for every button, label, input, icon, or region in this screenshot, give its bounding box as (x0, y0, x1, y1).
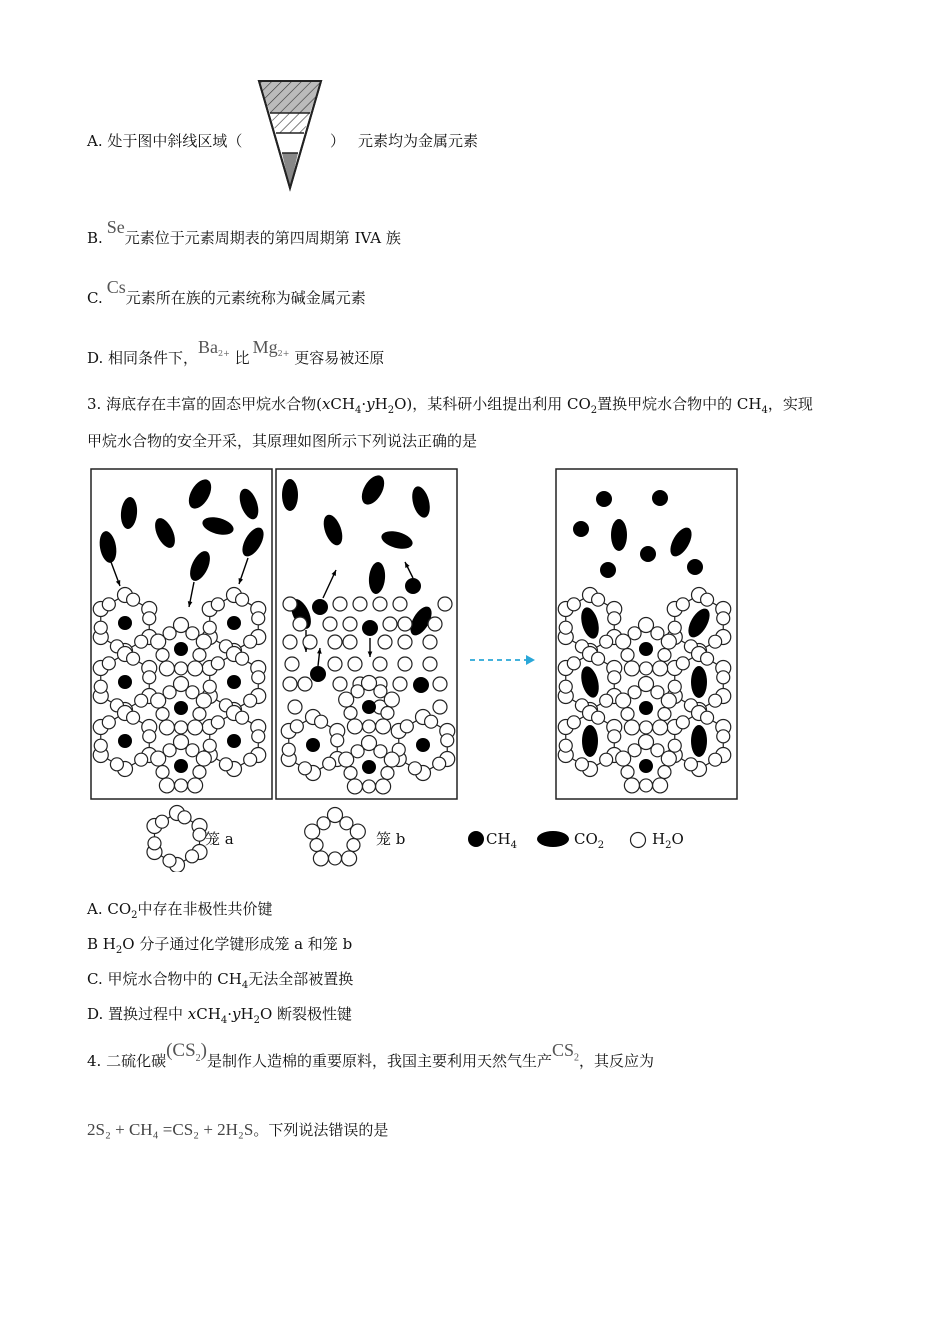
water-molecule (353, 597, 367, 611)
water-molecule (102, 598, 115, 611)
water-molecule (592, 593, 605, 606)
water-molecule (298, 762, 311, 775)
water-molecule (653, 661, 668, 676)
water-molecule (676, 657, 689, 670)
water-molecule (315, 715, 328, 728)
ch4-molecule (600, 562, 616, 578)
water-molecule (621, 766, 634, 779)
water-molecule (196, 751, 211, 766)
water-molecule (285, 657, 299, 671)
water-molecule (658, 708, 671, 721)
q3-option-d: D. 置换过程中 $xCH_4\cdot yH_2O$ 断裂极性键 (87, 1005, 353, 1026)
water-molecule (317, 817, 330, 830)
water-molecule (252, 612, 265, 625)
water-molecule (143, 671, 156, 684)
water-molecule (203, 680, 216, 693)
water-molecule (135, 694, 148, 707)
option-a: A. 处于图中斜线区域（ (87, 132, 243, 150)
water-molecule (592, 652, 605, 665)
water-molecule (701, 711, 714, 724)
co2-molecule (611, 519, 627, 551)
water-molecule (600, 753, 613, 766)
q3-stem-line1: 3. 海底存在丰富的固态甲烷水合物$(xCH_4\cdot yH_2O)$，某科研小组提出利用 $CO_2$置换甲烷水合物中的 $CH_4$，实现 (87, 395, 813, 416)
water-molecule (381, 767, 394, 780)
co2-molecule (186, 548, 214, 584)
water-molecule (441, 734, 454, 747)
ch4-molecule (310, 666, 326, 682)
legend-co2: $CO_2$ (574, 830, 605, 851)
water-molecule (148, 837, 161, 850)
water-molecule (661, 693, 676, 708)
water-molecule (236, 593, 249, 606)
water-molecule (159, 720, 174, 735)
co2-molecule (379, 528, 414, 552)
water-molecule (188, 661, 203, 676)
water-molecule (653, 720, 668, 735)
co2-molecule (691, 725, 707, 757)
water-molecule (567, 657, 580, 670)
ch4-molecule (174, 642, 188, 656)
water-molecule (333, 597, 347, 611)
legend-ch4: $CH_4$ (486, 830, 517, 851)
ch4-molecule (174, 701, 188, 715)
water-molecule (159, 661, 174, 676)
water-molecule (661, 751, 676, 766)
legend-cage-b: 笼 b (376, 830, 406, 848)
water-molecule (175, 662, 188, 675)
water-molecule (163, 744, 176, 757)
water-molecule (701, 593, 714, 606)
q3-option-c: C. 甲烷水合物中的 $CH_4$无法全部被置换 (87, 970, 354, 991)
water-molecule (438, 597, 452, 611)
water-molecule (624, 661, 639, 676)
ch4-molecule (416, 738, 430, 752)
water-molecule (102, 657, 115, 670)
water-molecule (344, 707, 357, 720)
ch4-molecule (405, 578, 421, 594)
water-molecule (631, 833, 646, 848)
water-molecule (628, 686, 641, 699)
water-molecule (701, 652, 714, 665)
water-molecule (211, 598, 224, 611)
water-molecule (423, 635, 437, 649)
water-molecule (423, 657, 437, 671)
ch4-molecule (362, 760, 376, 774)
water-molecule (348, 657, 362, 671)
ch4-molecule (312, 599, 328, 615)
water-molecule (658, 766, 671, 779)
water-molecule (661, 634, 676, 649)
water-molecule (94, 739, 107, 752)
water-molecule (211, 657, 224, 670)
water-molecule (156, 708, 169, 721)
water-molecule (668, 680, 681, 693)
ch4-molecule (639, 642, 653, 656)
water-molecule (624, 720, 639, 735)
water-molecule (398, 617, 412, 631)
water-molecule (135, 753, 148, 766)
water-molecule (408, 762, 421, 775)
water-molecule (303, 635, 317, 649)
water-molecule (163, 627, 176, 640)
co2-molecule (537, 831, 569, 847)
option-d: D. 相同条件下，$Ba^{2+}$ 比$Mg^{2+}$ 更容易被还原 (87, 337, 385, 367)
arrow-head (239, 578, 243, 584)
water-molecule (621, 708, 634, 721)
water-molecule (310, 839, 323, 852)
ch4-molecule (306, 738, 320, 752)
water-molecule (347, 839, 360, 852)
water-molecule (428, 617, 442, 631)
water-molecule (236, 652, 249, 665)
reaction-equation: 2S₂ + CH₄ =CS₂ + 2H₂S (87, 1120, 254, 1139)
water-molecule (196, 693, 211, 708)
q3-stem-line2: 甲烷水合物的安全开采，其原理如图所示下列说法正确的是 (87, 432, 478, 450)
water-molecule (342, 851, 357, 866)
water-molecule (676, 598, 689, 611)
water-molecule (384, 692, 399, 707)
ch4-molecule (227, 616, 241, 630)
q4-stem-line1: 4. 二硫化碳$(CS_2)$是制作人造棉的重要原料，我国主要利用天然气生产$CS_2$，其反应为 (87, 1040, 655, 1070)
water-molecule (347, 719, 362, 734)
water-molecule (328, 635, 342, 649)
ch4-molecule (639, 759, 653, 773)
water-molecule (203, 621, 216, 634)
legend-h2o: $H_2O$ (652, 830, 684, 851)
water-molecule (163, 854, 176, 867)
water-molecule (400, 720, 413, 733)
q3-option-a: A. $CO_2$中存在非极性共价键 (87, 900, 273, 921)
water-molecule (717, 671, 730, 684)
water-molecule (621, 649, 634, 662)
water-molecule (135, 635, 148, 648)
water-molecule (567, 716, 580, 729)
water-molecule (433, 757, 446, 770)
water-molecule (283, 597, 297, 611)
ch4-molecule (227, 675, 241, 689)
co2-molecule (578, 664, 602, 699)
q4-stem-line2: 2S₂ + CH₄ =CS₂ + 2H₂S。下列说法错误的是 (87, 1120, 389, 1139)
water-molecule (363, 780, 376, 793)
water-molecule (244, 753, 257, 766)
water-molecule (127, 652, 140, 665)
water-molecule (709, 753, 722, 766)
water-molecule (252, 730, 265, 743)
water-molecule (211, 716, 224, 729)
water-molecule (398, 635, 412, 649)
water-molecule (283, 677, 297, 691)
water-molecule (398, 657, 412, 671)
water-molecule (244, 694, 257, 707)
water-molecule (244, 635, 257, 648)
water-molecule (333, 677, 347, 691)
ch4-molecule (227, 734, 241, 748)
ch4-molecule (362, 620, 378, 636)
water-molecule (94, 680, 107, 693)
water-molecule (351, 685, 364, 698)
water-molecule (608, 612, 621, 625)
water-molecule (628, 744, 641, 757)
water-molecule (290, 720, 303, 733)
co2-molecule (282, 479, 298, 511)
co2-molecule (691, 666, 707, 698)
water-molecule (196, 634, 211, 649)
water-molecule (178, 811, 191, 824)
water-molecule (384, 752, 399, 767)
water-molecule (433, 677, 447, 691)
water-molecule (376, 779, 391, 794)
water-molecule (640, 662, 653, 675)
water-molecule (717, 730, 730, 743)
water-molecule (175, 721, 188, 734)
water-molecule (143, 730, 156, 743)
water-molecule (298, 677, 312, 691)
water-molecule (608, 730, 621, 743)
water-molecule (378, 635, 392, 649)
water-molecule (143, 612, 156, 625)
ch4-molecule (468, 831, 484, 847)
water-molecule (653, 778, 668, 793)
water-molecule (351, 745, 364, 758)
water-molecule (559, 621, 572, 634)
water-molecule (203, 739, 216, 752)
ch4-molecule (573, 521, 589, 537)
co2-molecule (238, 524, 268, 560)
triangle-figure (255, 78, 325, 193)
water-molecule (94, 621, 107, 634)
water-molecule (331, 734, 344, 747)
co2-molecule (357, 472, 389, 509)
water-molecule (283, 635, 297, 649)
co2-molecule (200, 514, 235, 538)
co2-molecule (184, 476, 216, 513)
option-a-tail: 元素均为金属元素 (358, 132, 479, 150)
co2-molecule (151, 515, 179, 551)
water-molecule (252, 671, 265, 684)
water-molecule (668, 739, 681, 752)
water-molecule (709, 635, 722, 648)
option-b: B.Se元素位于元素周期表的第四周期第 IVA 族 (87, 217, 401, 247)
water-molecule (608, 671, 621, 684)
option-a-close: ） (330, 132, 346, 150)
hydrate-diagram (80, 462, 760, 872)
water-molecule (640, 721, 653, 734)
water-molecule (329, 852, 342, 865)
arrow-head (368, 651, 373, 657)
water-molecule (344, 767, 357, 780)
co2-molecule (666, 524, 696, 560)
water-molecule (628, 627, 641, 640)
water-molecule (559, 739, 572, 752)
water-molecule (363, 720, 376, 733)
q3-option-b: B $H_2O$ 分子通过化学键形成笼 a 和笼 b (87, 935, 353, 956)
water-molecule (188, 778, 203, 793)
water-molecule (159, 778, 174, 793)
water-molecule (110, 758, 123, 771)
water-molecule (350, 824, 365, 839)
water-molecule (373, 597, 387, 611)
water-molecule (676, 716, 689, 729)
ch4-molecule (596, 491, 612, 507)
water-molecule (658, 649, 671, 662)
ch4-molecule (118, 734, 132, 748)
water-molecule (709, 694, 722, 707)
water-molecule (383, 617, 397, 631)
water-molecule (175, 779, 188, 792)
water-molecule (376, 719, 391, 734)
ch4-molecule (639, 701, 653, 715)
water-molecule (313, 851, 328, 866)
water-molecule (567, 598, 580, 611)
water-molecule (393, 597, 407, 611)
water-molecule (600, 694, 613, 707)
co2-molecule (684, 605, 714, 641)
water-molecule (717, 612, 730, 625)
water-molecule (236, 711, 249, 724)
water-molecule (381, 707, 394, 720)
process-arrow-head (526, 655, 535, 665)
water-molecule (559, 680, 572, 693)
ch4-molecule (640, 546, 656, 562)
option-c: C.Cs元素所在族的元素统称为碱金属元素 (87, 277, 366, 307)
ch4-molecule (687, 559, 703, 575)
water-molecule (282, 743, 295, 756)
ch4-molecule (652, 490, 668, 506)
water-molecule (288, 700, 302, 714)
water-molecule (640, 779, 653, 792)
water-molecule (575, 758, 588, 771)
co2-molecule (578, 605, 602, 640)
ch4-molecule (362, 700, 376, 714)
water-molecule (186, 850, 199, 863)
water-molecule (193, 766, 206, 779)
water-molecule (668, 621, 681, 634)
water-molecule (373, 657, 387, 671)
ch4-molecule (174, 759, 188, 773)
legend-cage-a: 笼 a (205, 830, 234, 848)
co2-molecule (97, 530, 118, 564)
water-molecule (127, 711, 140, 724)
co2-molecule (409, 484, 433, 519)
water-molecule (343, 617, 357, 631)
water-molecule (155, 815, 168, 828)
water-molecule (188, 720, 203, 735)
co2-molecule (120, 496, 139, 529)
water-molecule (193, 649, 206, 662)
water-molecule (156, 649, 169, 662)
water-molecule (343, 635, 357, 649)
water-molecule (193, 708, 206, 721)
water-molecule (323, 617, 337, 631)
water-molecule (600, 635, 613, 648)
water-molecule (156, 766, 169, 779)
water-molecule (323, 757, 336, 770)
water-molecule (127, 593, 140, 606)
water-molecule (102, 716, 115, 729)
water-molecule (293, 617, 307, 631)
co2-molecule (368, 561, 387, 594)
water-molecule (592, 711, 605, 724)
water-molecule (393, 677, 407, 691)
ch4-molecule (118, 616, 132, 630)
ch4-molecule (413, 677, 429, 693)
arrow-head (116, 580, 120, 586)
co2-molecule (320, 512, 346, 548)
water-molecule (425, 715, 438, 728)
water-molecule (347, 779, 362, 794)
co2-molecule (236, 486, 262, 522)
ch4-molecule (118, 675, 132, 689)
co2-molecule (582, 725, 598, 757)
water-molecule (163, 686, 176, 699)
water-molecule (624, 778, 639, 793)
water-molecule (433, 700, 447, 714)
water-molecule (328, 657, 342, 671)
water-molecule (219, 758, 232, 771)
water-molecule (684, 758, 697, 771)
